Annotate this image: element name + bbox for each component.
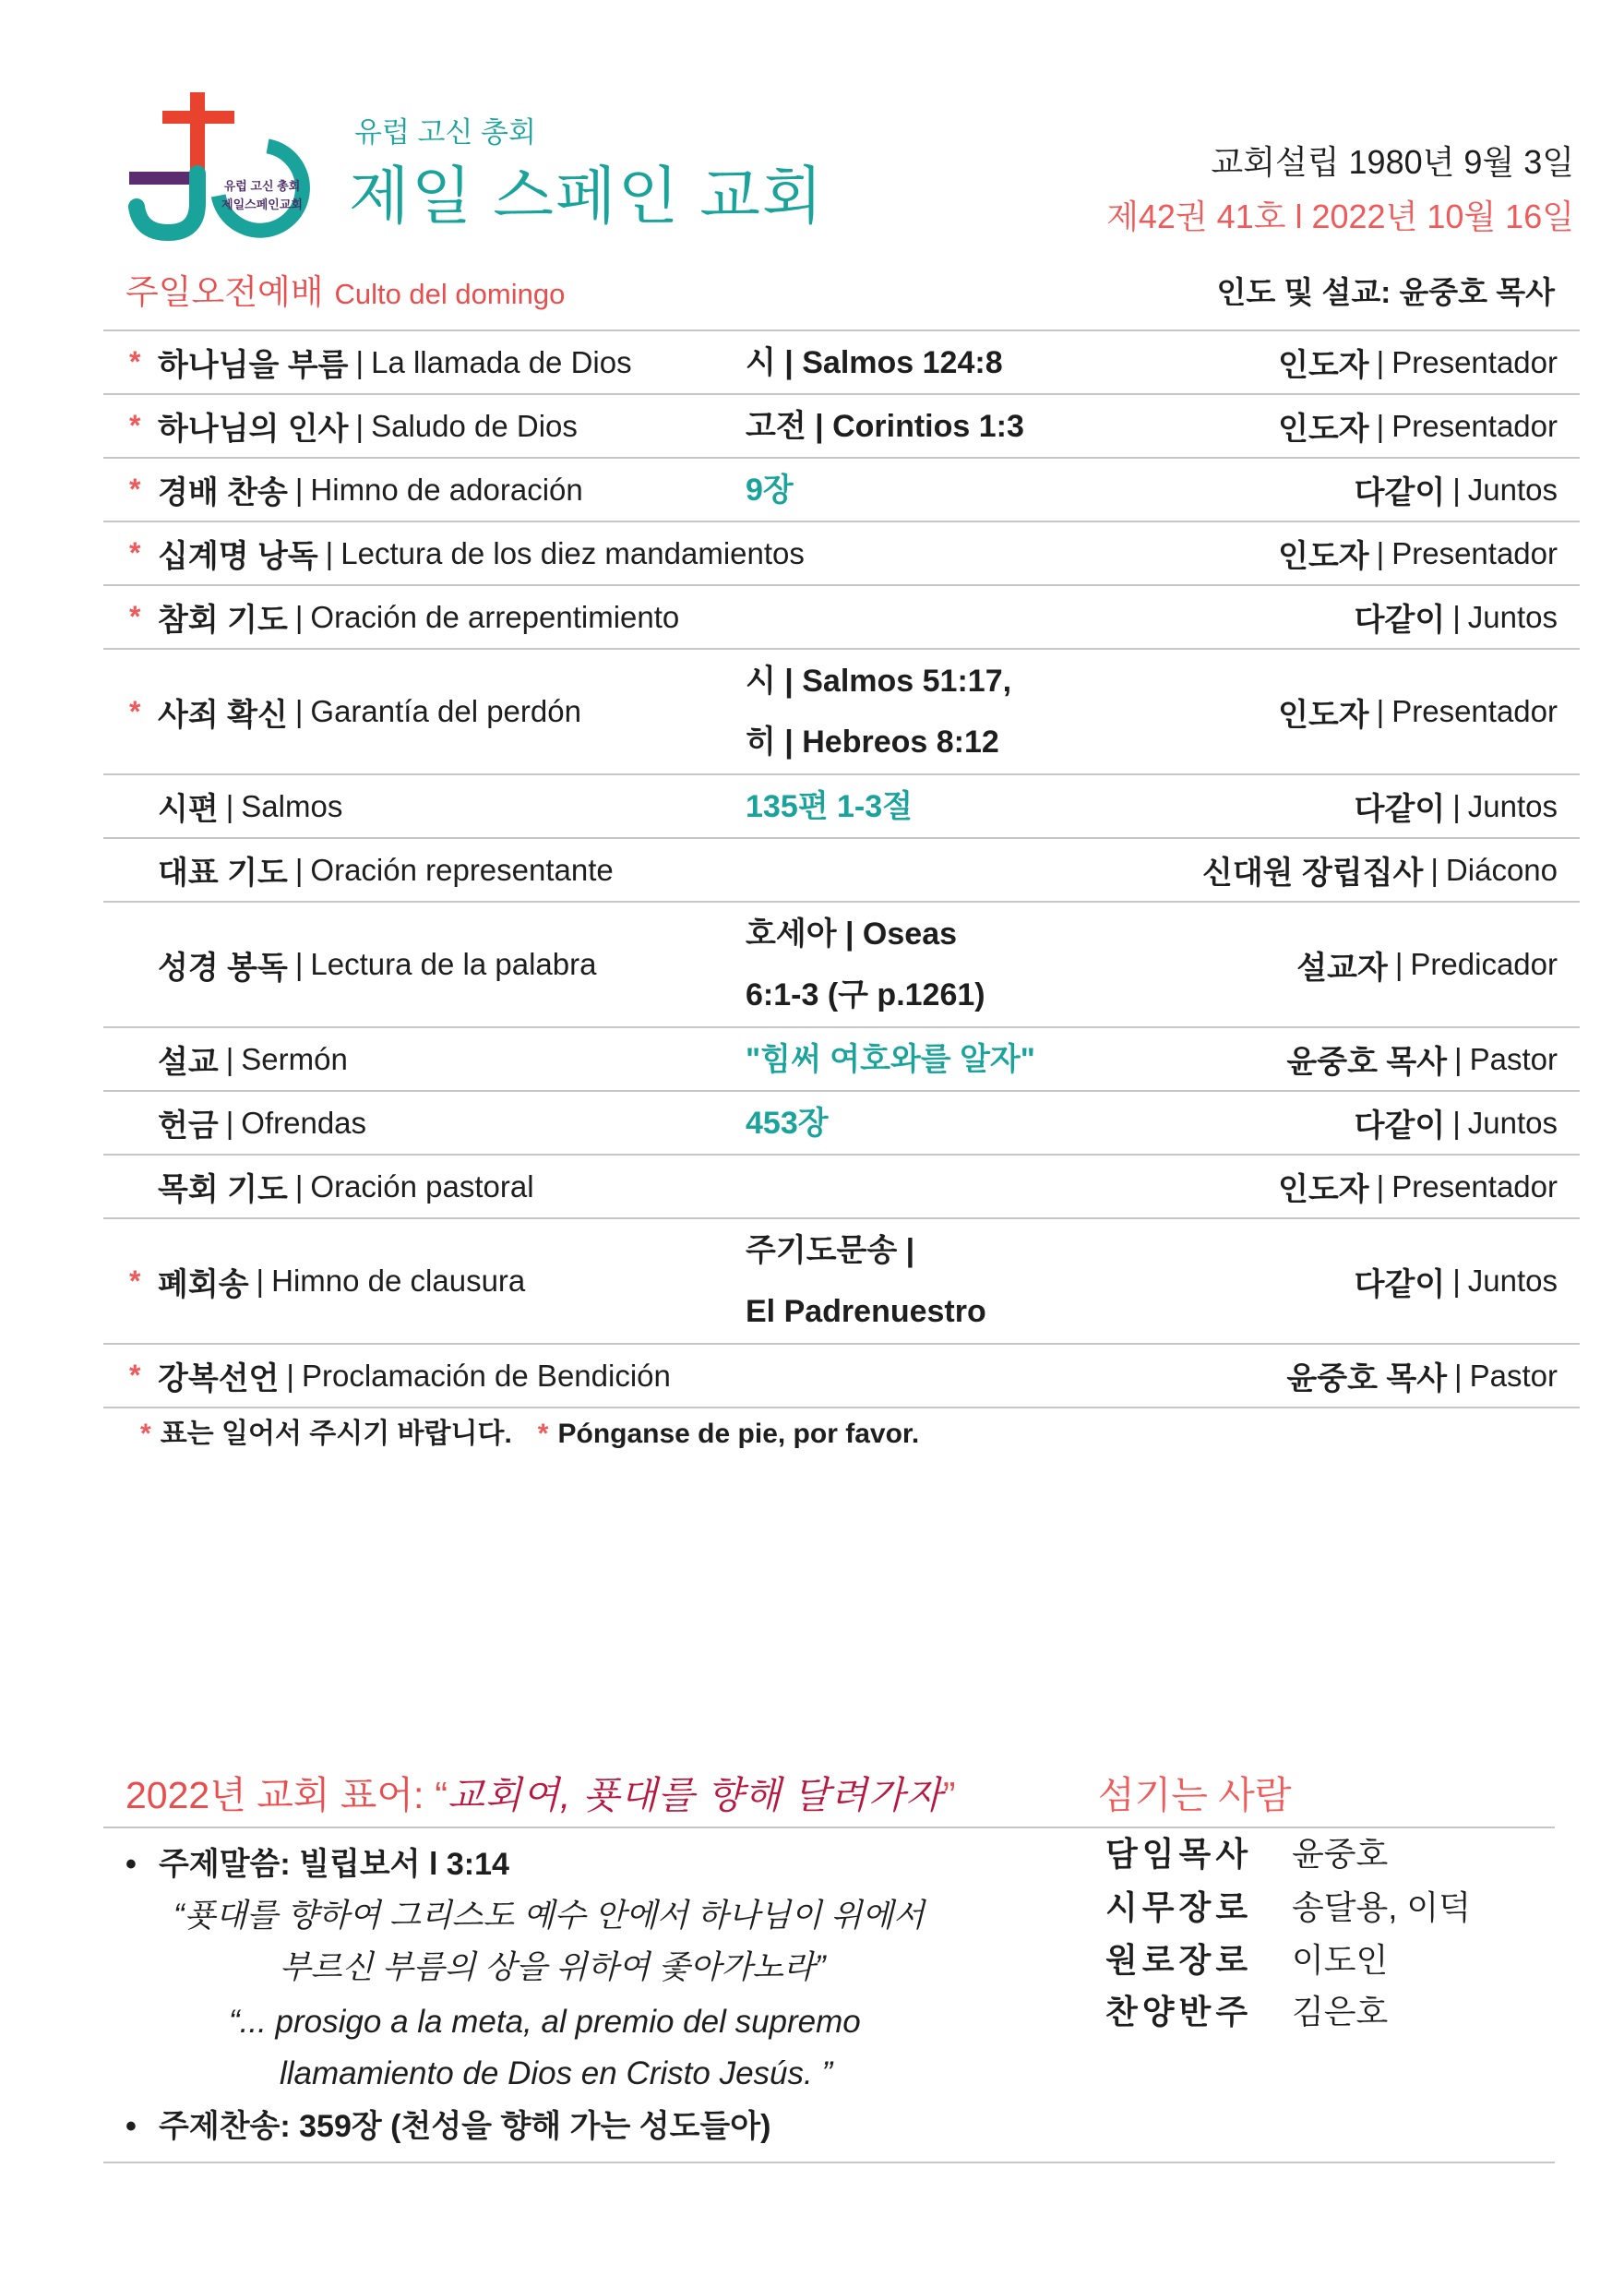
role-ko: 설교자 (1296, 950, 1388, 986)
verse-es-line: “... prosigo a la meta, al premio del supremo (229, 2004, 861, 2040)
separator: | (1452, 788, 1461, 823)
role-ko: 다같이 (1354, 1108, 1446, 1144)
item-label (158, 586, 679, 648)
order-row (103, 586, 1580, 650)
reference-line: 주기도문송 | (746, 1233, 915, 1268)
standing-footnote (140, 1418, 919, 1451)
item-es: Garantía del perdón (310, 694, 581, 728)
item-ko: 시편 (158, 792, 219, 827)
separator: | (1452, 599, 1461, 634)
item-role (1286, 1345, 1558, 1407)
role-ko: 인도자 (1278, 539, 1369, 574)
separator: | (1452, 1105, 1461, 1140)
item-es: Oración de arrepentimiento (310, 599, 680, 634)
item-ko: 십계명 낭독 (158, 539, 318, 574)
item-role (1355, 1092, 1558, 1154)
order-row (103, 1092, 1580, 1156)
reference-line: 히 | Hebreos 8:12 (746, 725, 999, 760)
role-ko: 인도자 (1278, 697, 1369, 733)
item-label (158, 1092, 366, 1154)
standing-mark: * (129, 536, 141, 569)
verse-ko-line: 부르신 부름의 상을 위하여 좇아가노라” (280, 1949, 826, 1985)
item-label (158, 1345, 671, 1407)
item-es: Proclamación de Bendición (301, 1358, 671, 1393)
role-ko: 다같이 (1354, 475, 1446, 510)
item-label (158, 1219, 525, 1343)
servants-title: 섬기는 사람 (1098, 1774, 1292, 1816)
church-motto (125, 1772, 956, 1818)
order-row (103, 1156, 1580, 1219)
role-ko: 윤중호 목사 (1286, 1045, 1448, 1080)
role-ko: 인도자 (1278, 348, 1369, 383)
item-es: Oración representante (310, 852, 614, 887)
role-es: Juntos (1467, 788, 1558, 823)
separator: | (294, 472, 304, 507)
role-ko: 다같이 (1354, 603, 1446, 638)
order-row (103, 1345, 1580, 1408)
order-row (103, 903, 1580, 1028)
cross-horizontal (162, 111, 234, 124)
logo-text-line2: 제일스페인교회 (221, 198, 303, 211)
role-es: Juntos (1467, 1105, 1558, 1140)
item-ko: 설교 (158, 1045, 219, 1080)
logo-purple-bar (129, 172, 190, 185)
item-role (1278, 650, 1558, 773)
item-role (1278, 331, 1558, 393)
motto-text: 교회여, 푯대를 향해 달려가자 (448, 1774, 943, 1816)
order-row (103, 1028, 1580, 1092)
separator: | (294, 694, 304, 728)
reference-line: 453장 (746, 1105, 829, 1141)
reference-line: 9장 (746, 472, 794, 508)
reference-line: 시 | Salmos 124:8 (746, 344, 1003, 380)
item-es: Saludo de Dios (371, 408, 578, 443)
reference-line: 135편 1-3절 (746, 788, 914, 824)
item-es: Himno de clausura (271, 1264, 526, 1298)
reference-line: 시 | Salmos 51:17, (746, 664, 1012, 699)
verse-es-line: llamamiento de Dios en Cristo Jesús. ” (280, 2055, 833, 2091)
separator: | (225, 1041, 234, 1076)
servant-role: 찬양반주 (1105, 1993, 1253, 2030)
bullet: • (125, 2109, 137, 2144)
separator: | (294, 852, 304, 887)
item-label (158, 1028, 348, 1090)
order-row (103, 522, 1580, 586)
servant-name: 김은호 (1292, 1993, 1389, 2030)
item-reference (746, 459, 794, 521)
role-ko: 윤중호 목사 (1286, 1361, 1448, 1396)
separator: | (355, 344, 364, 379)
role-ko: 다같이 (1354, 1266, 1446, 1302)
church-logo (125, 92, 314, 244)
item-role (1355, 1219, 1558, 1343)
item-role (1278, 395, 1558, 457)
servant-role: 담임목사 (1105, 1835, 1253, 1873)
standing-mark: * (537, 1419, 549, 1449)
item-label (158, 903, 596, 1026)
item-es: Ofrendas (241, 1105, 367, 1140)
standing-mark: * (129, 409, 141, 442)
separator: | (1452, 1264, 1461, 1298)
cross-vertical (190, 92, 205, 177)
item-role (1355, 775, 1558, 837)
verse-ko-line: “푯대를 향하여 그리스도 예수 안에서 하나님이 위에서 (173, 1898, 925, 1934)
separator: | (355, 408, 364, 443)
item-reference (746, 1219, 986, 1343)
role-es: Presentador (1391, 344, 1558, 379)
item-ko: 사죄 확신 (158, 697, 288, 733)
item-role (1278, 1156, 1558, 1217)
standing-mark: * (140, 1419, 151, 1449)
item-ko: 헌금 (158, 1108, 219, 1144)
order-row (103, 395, 1580, 459)
item-role (1286, 1028, 1558, 1090)
standing-mark: * (129, 1264, 141, 1298)
order-row (103, 459, 1580, 522)
separator: | (294, 947, 304, 981)
item-reference (746, 650, 1011, 773)
item-label (158, 459, 583, 521)
item-ko: 강복선언 (158, 1361, 280, 1396)
separator: | (1394, 947, 1403, 981)
item-reference (746, 775, 913, 837)
separator: | (225, 788, 234, 823)
role-ko: 신대원 장립집사 (1201, 856, 1424, 891)
order-row (103, 650, 1580, 775)
role-ko: 인도자 (1278, 412, 1369, 447)
order-row (103, 331, 1580, 395)
standing-mark: * (129, 473, 141, 506)
item-ko: 경배 찬송 (158, 475, 288, 510)
role-es: Diácono (1445, 852, 1558, 887)
founding-date: 교회설립 1980년 9월 3일 (1211, 143, 1574, 181)
order-row (103, 839, 1580, 903)
separator: | (1452, 472, 1461, 507)
motto-open-quote: “ (435, 1774, 448, 1816)
item-es: La llamada de Dios (371, 344, 632, 379)
standing-mark: * (129, 694, 141, 728)
divider (103, 2162, 1555, 2163)
item-label (158, 650, 581, 773)
separator: | (1376, 694, 1385, 728)
church-name: 제일 스페인 교회 (349, 162, 825, 232)
sermon-title (746, 1028, 1035, 1090)
item-ko: 참회 기도 (158, 603, 288, 638)
item-label (158, 839, 614, 901)
item-ko: 하나님을 부름 (158, 348, 349, 383)
item-role (1202, 839, 1558, 901)
item-label (158, 522, 805, 584)
reference-line: El Padrenuestro (746, 1294, 986, 1329)
standing-mark: * (129, 1359, 141, 1392)
reference-line: "힘써 여호와를 알자" (746, 1041, 1035, 1077)
role-es: Presentador (1391, 408, 1558, 443)
separator: | (1376, 344, 1385, 379)
reference-line: 고전 | Corintios 1:3 (746, 408, 1024, 444)
item-ko: 대표 기도 (158, 856, 288, 891)
separator: | (1376, 1168, 1385, 1204)
divider (103, 1827, 1555, 1828)
separator: | (294, 1168, 304, 1204)
separator: | (294, 599, 304, 634)
servant-name: 이도인 (1292, 1941, 1389, 1979)
logo-text-line1: 유럽 고신 총회 (223, 179, 301, 193)
motto-prefix: 2022년 교회 표어: (125, 1774, 424, 1816)
theme-hymn-label: 주제찬송: 359장 (천성을 향해 가는 성도들아) (159, 2109, 771, 2144)
item-label (158, 331, 632, 393)
item-ko: 성경 봉독 (158, 950, 288, 986)
item-es: Oración pastoral (310, 1168, 534, 1204)
service-title (125, 272, 565, 320)
order-of-worship (103, 329, 1580, 1408)
order-row (103, 775, 1580, 839)
role-es: Juntos (1467, 472, 1558, 507)
issue-date: 제42권 41호 l 2022년 10월 16일 (1106, 198, 1574, 235)
servant-role: 시무장로 (1105, 1888, 1253, 1926)
item-reference (746, 1092, 829, 1154)
separator: | (1454, 1358, 1463, 1393)
standing-mark: * (129, 600, 141, 633)
item-reference (746, 331, 1003, 393)
separator: | (1454, 1041, 1463, 1076)
theme-verse-label: 주제말씀: 빌립보서 l 3:14 (159, 1847, 509, 1882)
separator: | (286, 1358, 294, 1393)
servant-role: 원로장로 (1105, 1941, 1253, 1979)
item-role (1355, 586, 1558, 648)
item-es: Himno de adoración (310, 472, 583, 507)
item-es: Lectura de los diez mandamientos (340, 535, 805, 570)
item-ko: 폐회송 (158, 1266, 249, 1302)
item-role (1355, 459, 1558, 521)
denomination-label: 유럽 고신 총회 (354, 116, 536, 149)
item-es: Sermón (241, 1041, 348, 1076)
servant-name: 송달용, 이덕 (1292, 1888, 1471, 1926)
order-row (103, 1219, 1580, 1345)
role-es: Presentador (1391, 535, 1558, 570)
separator: | (1376, 535, 1385, 570)
footnote-ko: 표는 일어서 주시기 바랍니다. (160, 1419, 512, 1449)
theme-verse-item (125, 1844, 509, 1885)
motto-close-quote: ” (942, 1774, 956, 1816)
role-ko: 다같이 (1354, 792, 1446, 827)
bullet: • (125, 1847, 137, 1882)
separator: | (1376, 408, 1385, 443)
role-es: Juntos (1467, 599, 1558, 634)
service-title-es: Culto del domingo (334, 278, 566, 310)
service-title-ko: 주일오전예배 (125, 273, 324, 311)
item-es: Salmos (241, 788, 343, 823)
item-label (158, 395, 578, 457)
item-label (158, 1156, 534, 1217)
role-ko: 인도자 (1278, 1172, 1369, 1207)
item-ko: 하나님의 인사 (158, 412, 349, 447)
servant-name: 윤중호 (1292, 1835, 1389, 1873)
item-reference (746, 903, 985, 1026)
theme-hymn-item (125, 2106, 770, 2147)
role-es: Predicador (1410, 947, 1558, 981)
item-label (158, 775, 342, 837)
reference-line: 6:1-3 (구 p.1261) (746, 977, 985, 1012)
role-es: Pastor (1469, 1358, 1558, 1393)
separator: | (256, 1264, 265, 1298)
item-reference (746, 395, 1024, 457)
service-leader: 인도 및 설교: 윤중호 목사 (1216, 275, 1555, 309)
role-es: Presentador (1391, 694, 1558, 728)
role-es: Presentador (1391, 1168, 1558, 1204)
standing-mark: * (129, 345, 141, 378)
item-role (1278, 522, 1558, 584)
role-es: Juntos (1467, 1264, 1558, 1298)
role-es: Pastor (1469, 1041, 1558, 1076)
item-es: Lectura de la palabra (310, 947, 597, 981)
item-ko: 목회 기도 (158, 1172, 288, 1207)
separator: | (325, 535, 334, 570)
reference-line: 호세아 | Oseas (746, 916, 958, 952)
separator: | (1430, 852, 1439, 887)
footnote-es: Pónganse de pie, por favor. (557, 1419, 920, 1449)
item-role (1296, 903, 1558, 1026)
separator: | (225, 1105, 234, 1140)
